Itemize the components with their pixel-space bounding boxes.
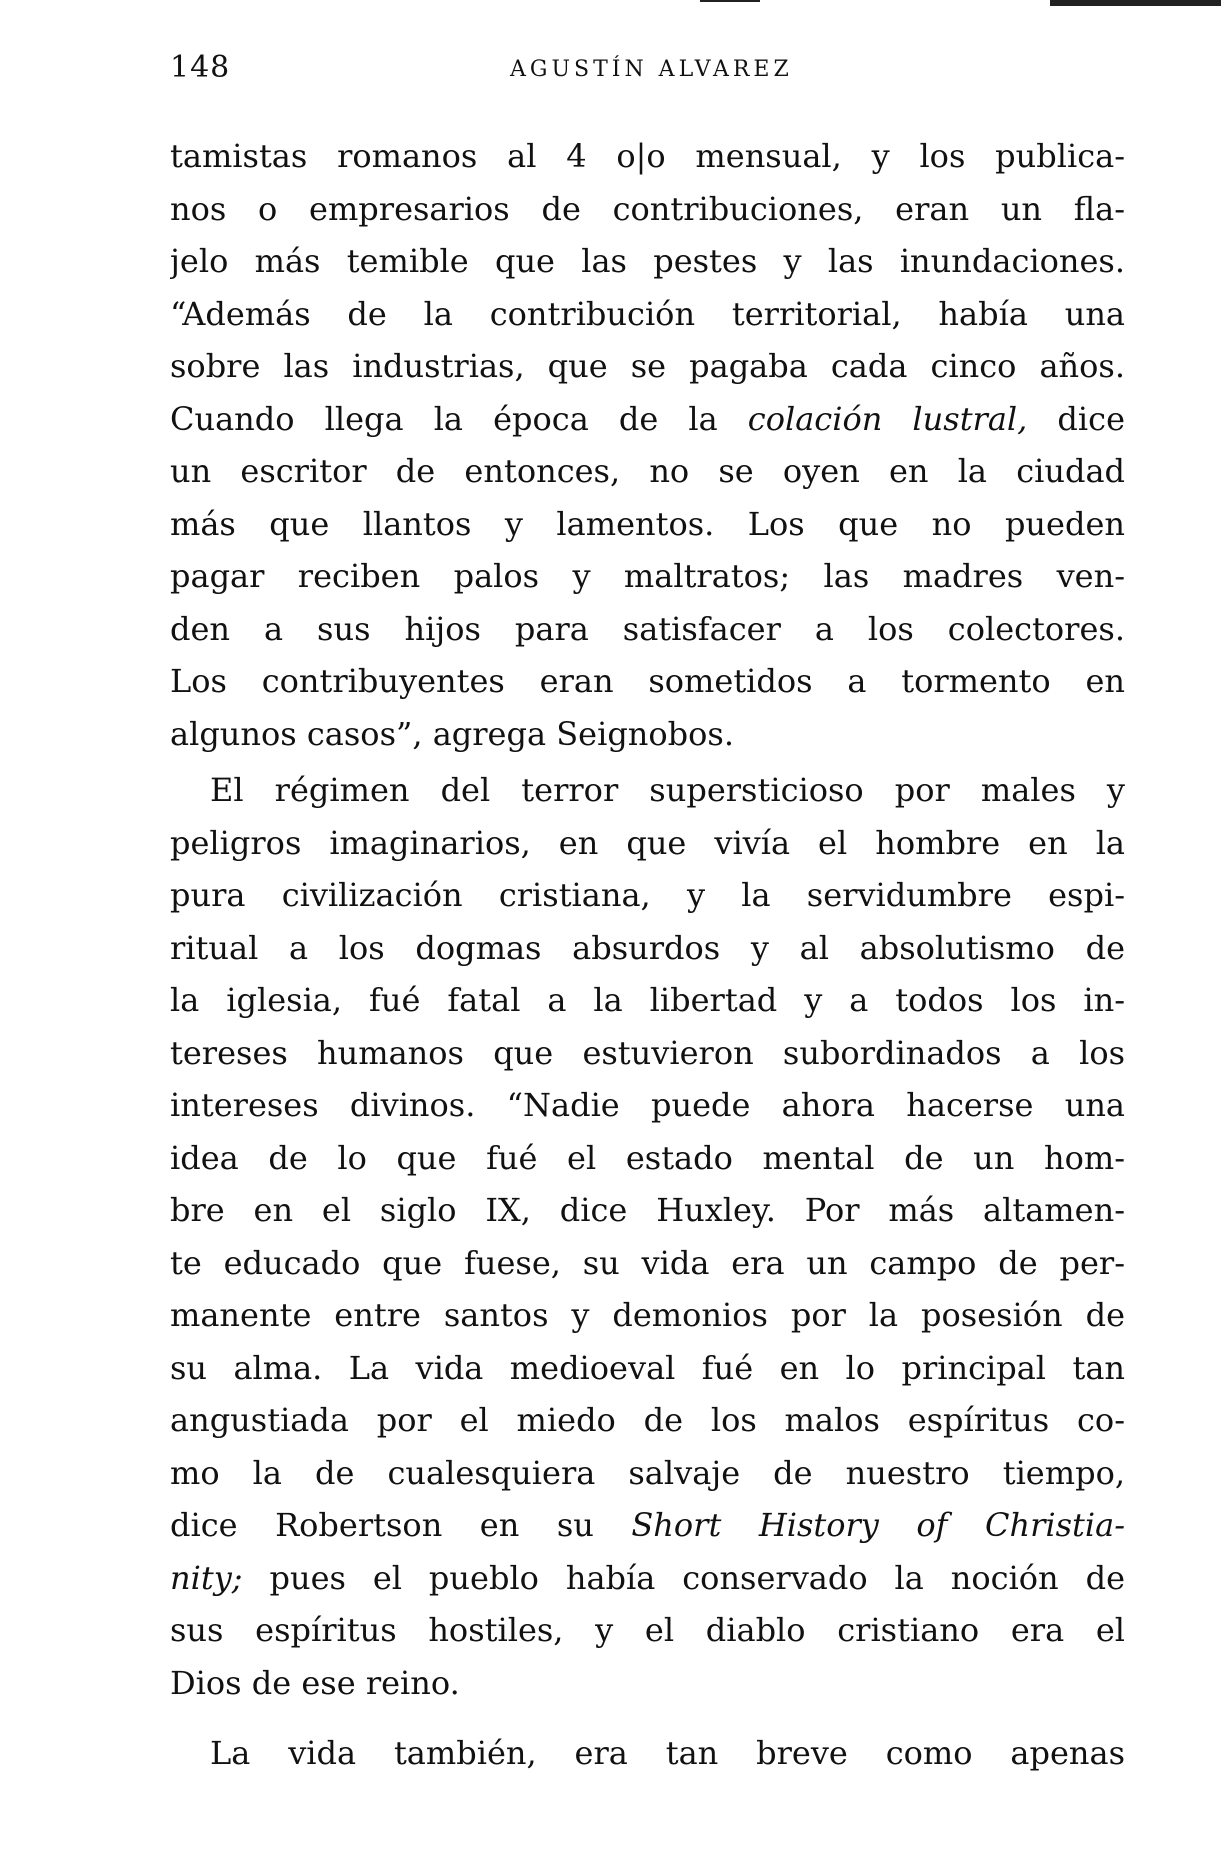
text-line: [170, 1499, 1125, 1552]
text-segment: pues el pueblo había conservado la noción de: [242, 1558, 1125, 1597]
text-segment: dice Robertson en su: [170, 1506, 632, 1544]
text-segment: dice: [1027, 399, 1125, 438]
text-line: más que llantos y lamentos. Los que no pueden: [170, 504, 1125, 543]
text-line: su alma. La vida medioeval fué en lo principal tan: [170, 1348, 1125, 1387]
text-line: pura civilización cristiana, y la servidumbre espi-: [170, 876, 1125, 914]
text-line: La vida también, era tan breve como apenas: [210, 1734, 1125, 1772]
italic-title: Short History of Christia-: [631, 1506, 1125, 1544]
text-line: “Además de la contribución territorial, había una: [170, 294, 1125, 333]
text-line: pagar reciben palos y maltratos; las madres ven-: [170, 557, 1125, 595]
text-line: tereses humanos que estuvieron subordinados a los: [170, 1033, 1125, 1072]
text-line: bre en el siglo IX, dice Huxley. Por más altamen-: [170, 1191, 1125, 1229]
text-line: nos o empresarios de contribuciones, eran un fla-: [170, 189, 1125, 228]
text-line: Dios de ese reino.: [170, 1663, 460, 1702]
text-line: te educado que fuese, su vida era un campo de per-: [170, 1243, 1125, 1282]
text-line: ritual a los dogmas absurdos y al absolutismo de: [170, 928, 1125, 967]
italic-term: colación lustral,: [747, 399, 1028, 438]
running-title: AGUSTÍN ALVAREZ: [510, 57, 793, 82]
text-line: sobre las industrias, que se pagaba cada cinco años.: [170, 347, 1125, 385]
running-head: [170, 50, 1140, 90]
text-line: la iglesia, fué fatal a la libertad y a todos los in-: [170, 981, 1125, 1019]
text-line: algunos casos”, agrega Seignobos.: [170, 714, 735, 753]
scan-mark-top: [700, 0, 760, 2]
page-number: 148: [170, 50, 231, 85]
text-line: jelo más temible que las pestes y las inundaciones.: [170, 242, 1125, 280]
text-line: peligros imaginarios, en que vivía el hombre en la: [170, 823, 1125, 862]
text-line: sus espíritus hostiles, y el diablo cristiano era el: [170, 1611, 1125, 1649]
text-line: tamistas romanos al 4 o|o mensual, y los publica-: [170, 137, 1125, 175]
text-segment: Cuando llega la época de la: [170, 399, 748, 438]
body-text: [170, 130, 1125, 1780]
text-line: intereses divinos. “Nadie puede ahora hacerse una: [170, 1086, 1125, 1124]
text-line: angustiada por el miedo de los malos espíritus co-: [170, 1401, 1125, 1439]
text-line: El régimen del terror supersticioso por males y: [210, 771, 1125, 809]
text-line: idea de lo que fué el estado mental de un hom-: [170, 1138, 1125, 1177]
text-line: [170, 393, 1125, 446]
italic-title: nity;: [170, 1558, 243, 1597]
text-line: [170, 1552, 1125, 1605]
text-line: manente entre santos y demonios por la posesión de: [170, 1296, 1125, 1334]
text-line: un escritor de entonces, no se oyen en la ciudad: [170, 452, 1125, 490]
text-line: den a sus hijos para satisfacer a los colectores.: [170, 609, 1125, 648]
scan-mark-top-right: [1050, 0, 1221, 6]
text-line: mo la de cualesquiera salvaje de nuestro tiempo,: [170, 1453, 1125, 1492]
text-line: Los contribuyentes eran sometidos a tormento en: [170, 662, 1125, 700]
